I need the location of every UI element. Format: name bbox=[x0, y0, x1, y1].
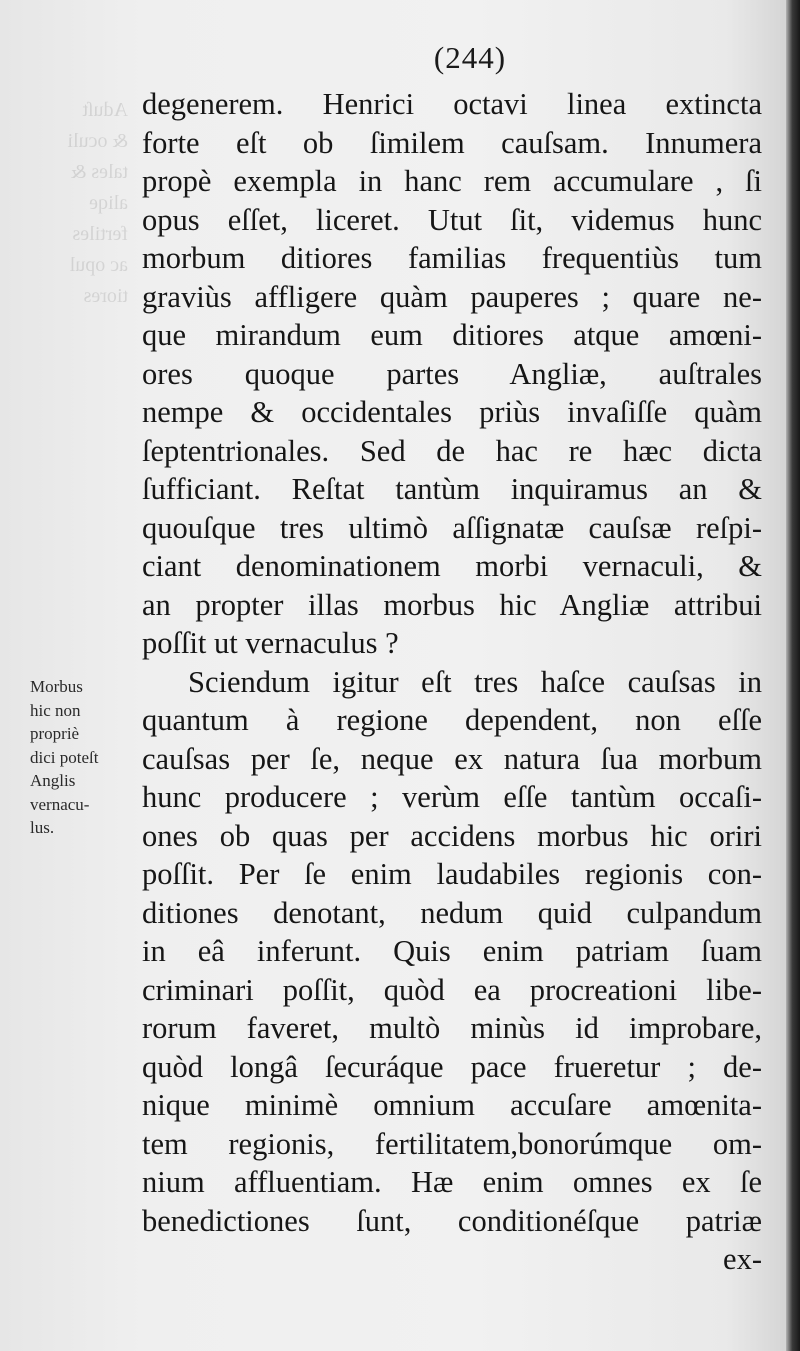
text-line: quòd longâ ſecuráque pace frueretur ; de- bbox=[142, 1049, 762, 1084]
marginal-note bbox=[30, 675, 130, 840]
text-line: benedictiones ſunt, conditionéſque patriæ bbox=[142, 1203, 762, 1238]
marginal-note-line: hic non bbox=[30, 700, 81, 720]
page-number: (244) bbox=[433, 40, 507, 75]
text-line: poſſit. Per ſe enim laudabiles regionis con- bbox=[142, 857, 762, 891]
text-line: nique minimè omnium accuſare amœnita- bbox=[142, 1088, 762, 1122]
text-line: quantum à regione dependent, non eſſe bbox=[142, 703, 762, 737]
text-line: morbum ditiores familias frequentiùs tum bbox=[142, 241, 762, 275]
text-line: an propter illas morbus hic Angliæ attribui bbox=[142, 587, 762, 622]
text-line: graviùs affligere quàm pauperes ; quare ne- bbox=[142, 279, 762, 314]
text-line: cauſsas per ſe, neque ex natura ſua morbum bbox=[142, 741, 762, 776]
text-line: forte eſt ob ſimilem cauſsam. Innumera bbox=[142, 125, 762, 160]
marginal-note-line: Anglis bbox=[30, 771, 76, 790]
paragraph-start-line: Sciendum igitur eſt tres haſce cauſsas in bbox=[188, 664, 762, 699]
text-line: tem regionis, fertilitatem,bonorúmque om- bbox=[142, 1126, 762, 1161]
text-line: degenerem. Henrici octavi linea extincta bbox=[142, 87, 762, 121]
text-line: in eâ inferunt. Quis enim patriam ſuam bbox=[142, 934, 762, 968]
text-line: rorum faveret, multò minùs id improbare, bbox=[142, 1011, 762, 1045]
marginal-note-line: vernacu- bbox=[30, 794, 90, 814]
text-line: ores quoque partes Angliæ, auſtrales bbox=[142, 356, 762, 391]
text-line: propè exempla in hanc rem accumulare , ſi bbox=[142, 164, 762, 198]
show-through-text: Aduſt & oculi tales & aliqe fertiles ac opul tiores bbox=[67, 99, 128, 307]
text-line: que mirandum eum ditiores atque amœni- bbox=[142, 318, 762, 352]
text-line: opus eſſet, liceret. Utut ſit, videmus hunc bbox=[142, 202, 762, 237]
text-line: ones ob quas per accidens morbus hic oriri bbox=[142, 818, 762, 853]
paragraph-end-line: poſſit ut vernaculus ? bbox=[142, 626, 399, 660]
text-line: criminari poſſit, quòd ea procreationi libe- bbox=[142, 972, 762, 1007]
marginal-note-line: propriè bbox=[30, 724, 80, 743]
book-gutter bbox=[786, 0, 800, 1351]
text-line: ditiones denotant, nedum quid culpandum bbox=[142, 895, 762, 930]
text-line: hunc producere ; verùm eſſe tantùm occaſi- bbox=[142, 780, 762, 814]
text-line: nempe & occidentales priùs invaſiſſe quàm bbox=[142, 395, 762, 429]
body-text bbox=[142, 85, 762, 1279]
text-line: ciant denominationem morbi vernaculi, & bbox=[142, 549, 762, 583]
marginal-note-line: Morbus bbox=[30, 677, 83, 696]
text-line: nium affluentiam. Hæ enim omnes ex ſe bbox=[142, 1165, 762, 1199]
marginal-note-line: lus. bbox=[30, 818, 55, 837]
text-line: ſeptentrionales. Sed de hac re hæc dicta bbox=[142, 433, 762, 468]
catchword: ex- bbox=[723, 1242, 762, 1276]
text-line: quouſque tres ultimò aſſignatæ cauſsæ reſpi- bbox=[142, 510, 762, 545]
text-line: ſufficiant. Reſtat tantùm inquiramus an & bbox=[142, 472, 762, 506]
marginal-note-line: dici poteſt bbox=[30, 747, 99, 767]
